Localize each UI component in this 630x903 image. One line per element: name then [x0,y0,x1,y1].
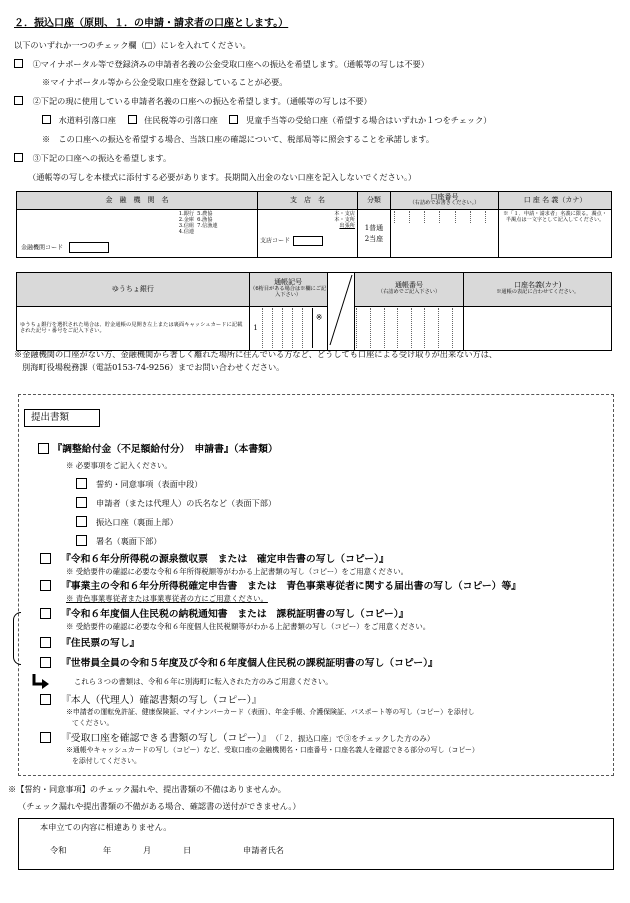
doc-item-4-checkbox[interactable] [40,637,51,648]
doc-item-5-label: 『世帯員全員の令和５年度及び令和６年度個人住民税の課税証明書の写し（コピー）』 [61,658,438,669]
doc-item-7-note-2: を添付してください。 [72,757,141,765]
option-2-suboptions [42,115,491,125]
doc-item-1-note: ※ 受給要件の確認に必要な令和６年所得税額等がわかる上記書類の写し（コピー）をご用意ください。 [66,567,409,576]
doc-item-1[interactable] [40,553,389,566]
doc-sub-3-checkbox[interactable] [76,516,87,527]
doc-item-7-note-1: ※通帳やキャッシュカードの写し（コピー）など、受取口座の金融機関名・口座番号・口座名義人を確認できる部分の写し（コピー） [66,746,479,754]
contact-note-1: ※金融機関の口座がない方、金融機関から著しく離れた場所に住んでいる方など、どうしても口座による受け取りが出来ない方は、 [14,349,498,359]
doc-item-2-label: 『事業主の令和６年分所得税確定申告書 または 青色事業専従者に関する届出書の写し（コピー）等』 [61,581,522,592]
account-holder-header: 口 座 名 義（カナ） [499,192,612,210]
doc-sub-4[interactable] [76,535,162,546]
water-account-checkbox[interactable] [42,115,51,124]
doc-main-note: ※ 必要事項をご記入ください。 [66,461,172,470]
doc-sub-1-label: 誓約・同意事項（表面中段） [96,479,203,489]
option-3-note: （通帳等の写しを本様式に添付する必要があります。長期間入出金のない口座を記入しないでください。） [28,172,417,182]
doc-item-1-label: 『令和６年分所得税の源泉徴収票 または 確定申告書の写し（コピー）』 [61,554,389,565]
doc-item-2-note: ※ 青色事業専従者または事業専従者の方にご用意ください。 [66,594,268,603]
yucho-holder-cell[interactable] [464,306,612,350]
doc-item-2[interactable] [40,580,521,593]
yucho-number-cell[interactable] [354,306,464,350]
doc-item-4-label: 『住民票の写し』 [61,638,140,649]
doc-item-7-condition: （「２．振込口座」で③をチェックした方のみ） [275,734,435,743]
footer-warning: ※【誓約・同意事項】のチェック漏れや、提出書類の不備はありませんか。 [8,784,286,794]
option-2-checkbox[interactable] [14,96,23,105]
doc-sub-3[interactable] [76,516,178,527]
bank-name-header: 金 融 機 関 名 [17,192,258,210]
option-3-label: ③下記の口座への振込を希望します。 [32,153,172,163]
bank-type-list: 1.銀行 2.金庫 3.信組 4.信連 5.農協 6.漁協 7.信漁連 [179,210,258,258]
contact-note-2: 別海町役場税務課（電話0153-74-9256）までお問い合わせください。 [22,362,285,372]
branch-name-cell[interactable]: 本・支店 本・支所 出張所 支店コード [258,210,358,258]
doc-item-5[interactable] [40,657,438,670]
yucho-table [16,272,612,351]
doc-sub-2-checkbox[interactable] [76,497,87,508]
doc-item-6-checkbox[interactable] [40,694,51,705]
doc-sub-1[interactable] [76,478,202,489]
doc-item-3-note: ※ 受給要件の確認に必要な令和６年度個人住民税額等がわかる上記書類の写し（コピー）をご用意ください。 [66,622,431,631]
doc-item-6-note-1: ※申請者の運転免許証、健康保険証、マイナンバーカード（表面）、年金手帳、介護保険証、パスポート等の写し（コピー）を添付し [66,708,475,716]
account-type-header: 分類 [357,192,390,210]
branch-code-label: 支店コード [260,236,355,246]
option-3-checkbox[interactable] [14,153,23,162]
yucho-note: ゆうちょ銀行を選択された場合は、貯金通帳の見開き左上または裏面キャッシュカードに記載された記号・番号をご記入下さい。 [17,306,250,350]
account-type-cell[interactable]: 1普通 2当座 [357,210,390,258]
yucho-bank-header: ゆうちょ銀行 [17,273,250,307]
symbol-header: 通帳記号 （6桁目がある場合は※欄にご記入下さい） [249,273,327,307]
doc-sub-4-checkbox[interactable] [76,535,87,546]
resident-tax-account-label: 住民税等の引落口座 [144,115,218,125]
doc-item-7-label: 『受取口座を確認できる書類の写し（コピー）』 [61,733,272,744]
resident-tax-account-checkbox[interactable] [128,115,137,124]
doc-item-7[interactable] [40,732,434,745]
doc-item-1-checkbox[interactable] [40,553,51,564]
section-title: ２．振込口座（原則、１．の申請・請求者の口座とします。） [14,18,289,29]
doc-sub-4-label: 署名（裏面下部） [96,536,162,546]
doc-sub-3-label: 振込口座（裏面上部） [96,517,178,527]
doc-sub-2[interactable] [76,497,276,508]
doc-main-label: 『調整給付金（不足額給付分） 申請書』（本書類） [52,444,278,455]
doc-item-6-note-2: てください。 [72,719,114,727]
doc-main-checkbox[interactable] [38,443,49,454]
symbol-cell[interactable]: 1 ※ [249,306,327,350]
water-account-label: 水道料引落口座 [58,115,116,125]
date-year[interactable]: 年 [103,845,112,855]
bracket-mark [13,612,21,665]
date-day[interactable]: 日 [183,845,192,855]
date-era: 令和 [50,845,67,855]
doc-main[interactable] [38,443,278,456]
bank-code-cell[interactable] [17,210,179,258]
child-allowance-account-label: 児童手当等の受給口座（希望する場合はいずれか１つをチェック） [246,115,492,125]
applicant-name-label[interactable]: 申請者氏名 [243,845,284,855]
account-number-header: 口座番号 （右詰めでお書きください。） [390,192,498,210]
option-1[interactable] [14,59,429,69]
documents-label: 提出書類 [24,409,100,427]
doc-item-3-label: 『令和６年度個人住民税の納税通知書 または 課税証明書の写し（コピー）』 [61,609,409,620]
account-number-cell[interactable] [390,210,498,258]
doc-sub-2-label: 申請者（または代理人）の氏名など（表面下部） [96,498,277,508]
confirmation-text: 本申立ての内容に相違ありません。 [40,822,172,832]
child-allowance-account-checkbox[interactable] [229,115,238,124]
option-3[interactable] [14,153,171,163]
account-holder-note: ※「１．申請・請求者」名義に限る。濁点・半濁点は一文字として記入してください。 [503,211,607,223]
yucho-holder-header: 口座名義(カナ) ※通帳の表記に合わせてください。 [464,273,612,307]
date-month[interactable]: 月 [143,845,152,855]
option-1-note: ※マイナポータル等から公金受取口座を登録していることが必要。 [42,77,288,87]
footer-warning-2: （チェック漏れや提出書類の不備がある場合、確認書の送付ができません。） [18,801,301,811]
option-2-note: ※ この口座への振込を希望する場合、当該口座の確認について、税部局等に照会することを承諾します。 [42,134,435,144]
doc-item-5-note: これら３つの書類は、令和６年に別海町に転入された方のみご用意ください。 [74,677,333,686]
option-1-label: ①マイナポータル等で登録済みの申請者名義の公金受取口座への振込を希望します。（通帳等の写しは不要） [32,59,429,69]
doc-item-6-label: 『本人（代理人）確認書類の写し（コピー）』 [61,695,262,706]
option-2-label: ②下記の現に使用している申請者名義の口座への振込を希望します。（通帳等の写しは不要） [32,96,372,106]
doc-item-3[interactable] [40,608,408,621]
doc-item-2-checkbox[interactable] [40,580,51,591]
doc-sub-1-checkbox[interactable] [76,478,87,489]
doc-item-3-checkbox[interactable] [40,608,51,619]
option-2[interactable] [14,96,372,106]
bank-code-label: 金融機関コード [21,244,64,252]
account-holder-cell[interactable] [499,210,612,258]
divider-slash [327,273,354,351]
bank-account-table [16,191,612,258]
doc-item-7-checkbox[interactable] [40,732,51,743]
doc-item-6[interactable] [40,694,261,707]
branch-name-header: 支 店 名 [258,192,358,210]
doc-item-5-checkbox[interactable] [40,657,51,668]
option-1-checkbox[interactable] [14,59,23,68]
slash-mark [328,273,354,347]
arrow-icon [30,673,50,691]
doc-item-4[interactable] [40,637,139,650]
section-intro: 以下のいずれか一つのチェック欄（□）にレを入れてください。 [14,40,251,50]
yucho-number-header: 通帳番号 （右詰めでご記入下さい） [354,273,464,307]
